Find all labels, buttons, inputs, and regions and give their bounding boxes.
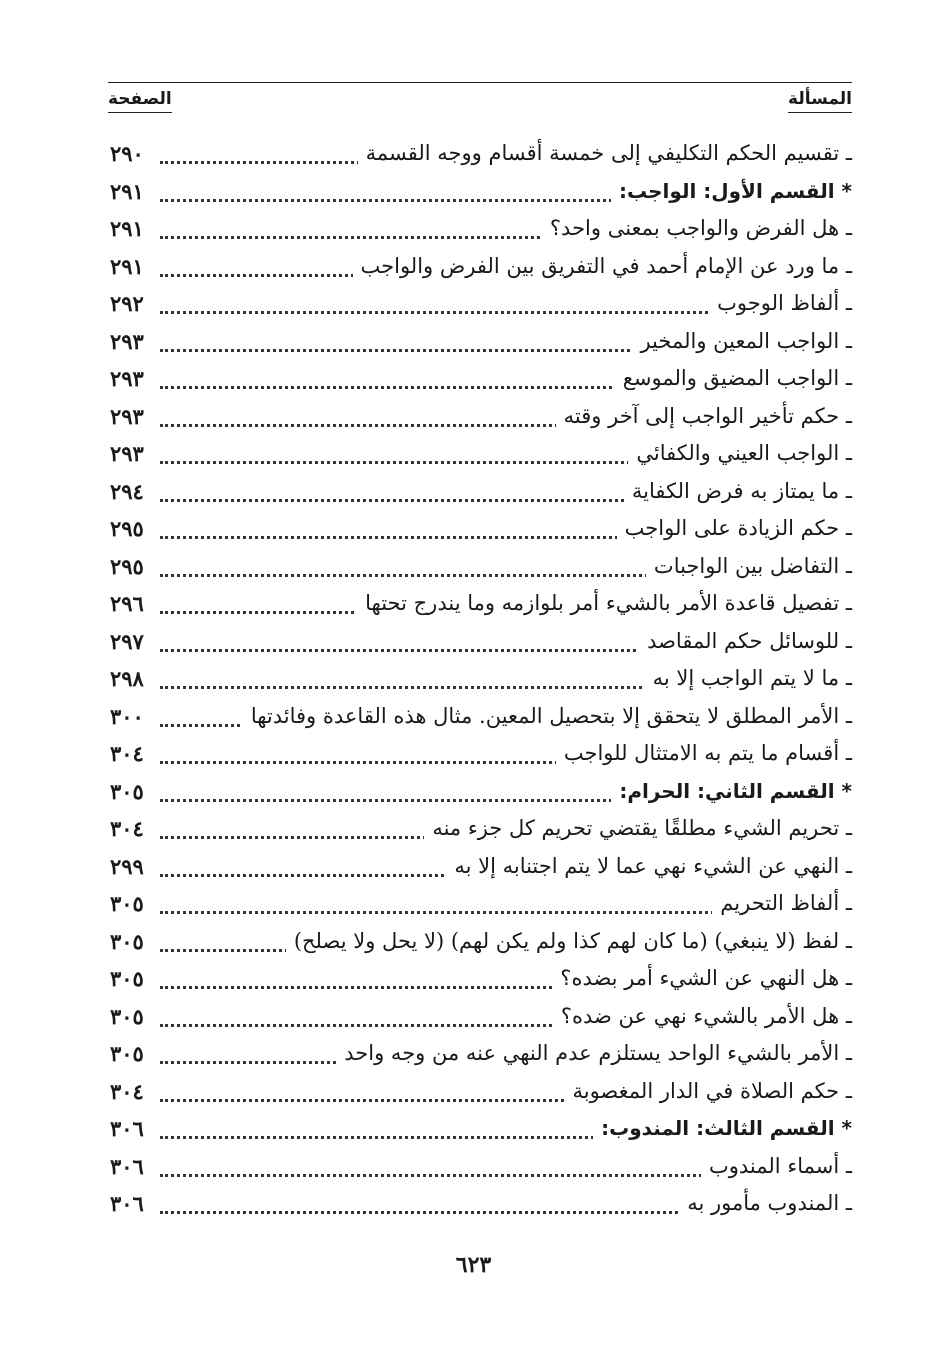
toc-entry-title: ـ ما لا يتم الواجب إلا به — [645, 666, 852, 690]
toc-row — [110, 1077, 852, 1115]
toc-row — [110, 214, 852, 252]
toc-entry-title: ـ لفظ (لا ينبغي) (ما كان لهم كذا ولم يكن لهم) (لا يحل ولا يصلح) — [286, 929, 852, 953]
toc-row — [110, 1152, 852, 1190]
toc-entry-title: ـ للوسائل حكم المقاصد — [639, 629, 852, 653]
toc-page-number: ٣٠٠ — [110, 704, 160, 729]
toc-row — [110, 964, 852, 1002]
toc-row — [110, 702, 852, 740]
toc-page-number: ٣٠٥ — [110, 779, 160, 804]
table-of-contents — [110, 139, 852, 1227]
page-header — [108, 82, 852, 123]
toc-page-number: ٢٩٣ — [110, 366, 160, 391]
toc-entry-title: ـ ألفاظ التحريم — [712, 891, 852, 915]
toc-page-number: ٢٩٥ — [110, 516, 160, 541]
toc-row — [110, 627, 852, 665]
toc-page-number: ٢٩٣ — [110, 404, 160, 429]
toc-row — [110, 1189, 852, 1227]
toc-page-number: ٢٩٧ — [110, 629, 160, 654]
toc-section-title: * القسم الأول: الواجب: — [611, 179, 852, 203]
toc-page-number: ٣٠٥ — [110, 1004, 160, 1029]
toc-row — [110, 889, 852, 927]
toc-row — [110, 477, 852, 515]
toc-section-row — [110, 777, 852, 815]
toc-page-number: ٢٩١ — [110, 254, 160, 279]
toc-entry-title: ـ ما يمتاز به فرض الكفاية — [624, 479, 852, 503]
toc-page-number: ٢٩٦ — [110, 591, 160, 616]
toc-row — [110, 364, 852, 402]
toc-entry-title: ـ أقسام ما يتم به الامتثال للواجب — [556, 741, 852, 765]
toc-page-number: ٢٩٢ — [110, 291, 160, 316]
toc-page-number: ٢٩٠ — [110, 141, 160, 166]
toc-page-number: ٣٠٤ — [110, 741, 160, 766]
toc-page-number: ٣٠٥ — [110, 1041, 160, 1066]
toc-page-number: ٣٠٥ — [110, 929, 160, 954]
toc-entry-title: ـ تحريم الشيء مطلقًا يقتضي تحريم كل جزء منه — [424, 816, 852, 840]
toc-page-number: ٢٩١ — [110, 216, 160, 241]
toc-row — [110, 139, 852, 177]
toc-section-row — [110, 177, 852, 215]
toc-entry-title: ـ حكم الزيادة على الواجب — [617, 516, 852, 540]
toc-page-number: ٢٩١ — [110, 179, 160, 204]
toc-entry-title: ـ الواجب العيني والكفائي — [628, 441, 852, 465]
toc-entry-title: ـ ما ورد عن الإمام أحمد في التفريق بين الفرض والواجب — [353, 254, 852, 278]
toc-page-number: ٣٠٦ — [110, 1116, 160, 1141]
toc-row — [110, 402, 852, 440]
toc-row — [110, 927, 852, 965]
toc-page-number: ٢٩٩ — [110, 854, 160, 879]
toc-row — [110, 439, 852, 477]
toc-page-number: ٣٠٥ — [110, 966, 160, 991]
toc-section-row — [110, 1114, 852, 1152]
toc-row — [110, 852, 852, 890]
toc-entry-title: ـ حكم الصلاة في الدار المغصوبة — [564, 1079, 852, 1103]
toc-row — [110, 739, 852, 777]
page-number: ٦٢٣ — [455, 1252, 492, 1278]
toc-row — [110, 664, 852, 702]
toc-entry-title: ـ الواجب المعين والمخير — [632, 329, 852, 353]
toc-page-number: ٢٩٣ — [110, 329, 160, 354]
toc-entry-title: ـ المندوب مأمور به — [679, 1191, 852, 1215]
toc-row — [110, 1002, 852, 1040]
toc-page-number: ٣٠٦ — [110, 1154, 160, 1179]
toc-entry-title: ـ تقسيم الحكم التكليفي إلى خمسة أقسام ووجه القسمة — [358, 141, 852, 165]
page-column-heading: الصفحة — [108, 89, 172, 113]
toc-entry-title: ـ النهي عن الشيء نهي عما لا يتم اجتنابه إلا به — [446, 854, 852, 878]
toc-section-title: * القسم الثالث: المندوب: — [593, 1116, 852, 1140]
toc-page-number: ٣٠٤ — [110, 816, 160, 841]
toc-page-number: ٢٩٣ — [110, 441, 160, 466]
toc-entry-title: ـ أسماء المندوب — [701, 1154, 852, 1178]
toc-row — [110, 589, 852, 627]
toc-page-number: ٣٠٥ — [110, 891, 160, 916]
toc-row — [110, 1039, 852, 1077]
toc-row — [110, 289, 852, 327]
toc-entry-title: ـ التفاضل بين الواجبات — [646, 554, 852, 578]
toc-entry-title: ـ الأمر المطلق لا يتحقق إلا بتحصيل المعين. مثال هذه القاعدة وفائدتها — [243, 704, 852, 728]
toc-row — [110, 552, 852, 590]
toc-entry-title: ـ الواجب المضيق والموسع — [615, 366, 852, 390]
toc-page-number: ٣٠٦ — [110, 1191, 160, 1216]
toc-entry-title: ـ تفصيل قاعدة الأمر بالشيء أمر بلوازمه وما يندرج تحتها — [357, 591, 852, 615]
toc-entry-title: ـ هل الفرض والواجب بمعنى واحد؟ — [542, 216, 852, 240]
toc-row — [110, 327, 852, 365]
issue-column-heading: المسألة — [788, 89, 852, 113]
toc-entry-title: ـ ألفاظ الوجوب — [709, 291, 852, 315]
toc-page-number: ٢٩٥ — [110, 554, 160, 579]
toc-page-number: ٢٩٨ — [110, 666, 160, 691]
toc-row — [110, 252, 852, 290]
toc-page-number: ٣٠٤ — [110, 1079, 160, 1104]
toc-row — [110, 814, 852, 852]
toc-section-title: * القسم الثاني: الحرام: — [611, 779, 852, 803]
toc-page-number: ٢٩٤ — [110, 479, 160, 504]
toc-entry-title: ـ حكم تأخير الواجب إلى آخر وقته — [556, 404, 852, 428]
toc-entry-title: ـ هل النهي عن الشيء أمر بضده؟ — [552, 966, 852, 990]
toc-entry-title: ـ الأمر بالشيء الواحد يستلزم عدم النهي عنه من وجه واحد — [336, 1041, 852, 1065]
toc-entry-title: ـ هل الأمر بالشيء نهي عن ضده؟ — [553, 1004, 852, 1028]
toc-row — [110, 514, 852, 552]
